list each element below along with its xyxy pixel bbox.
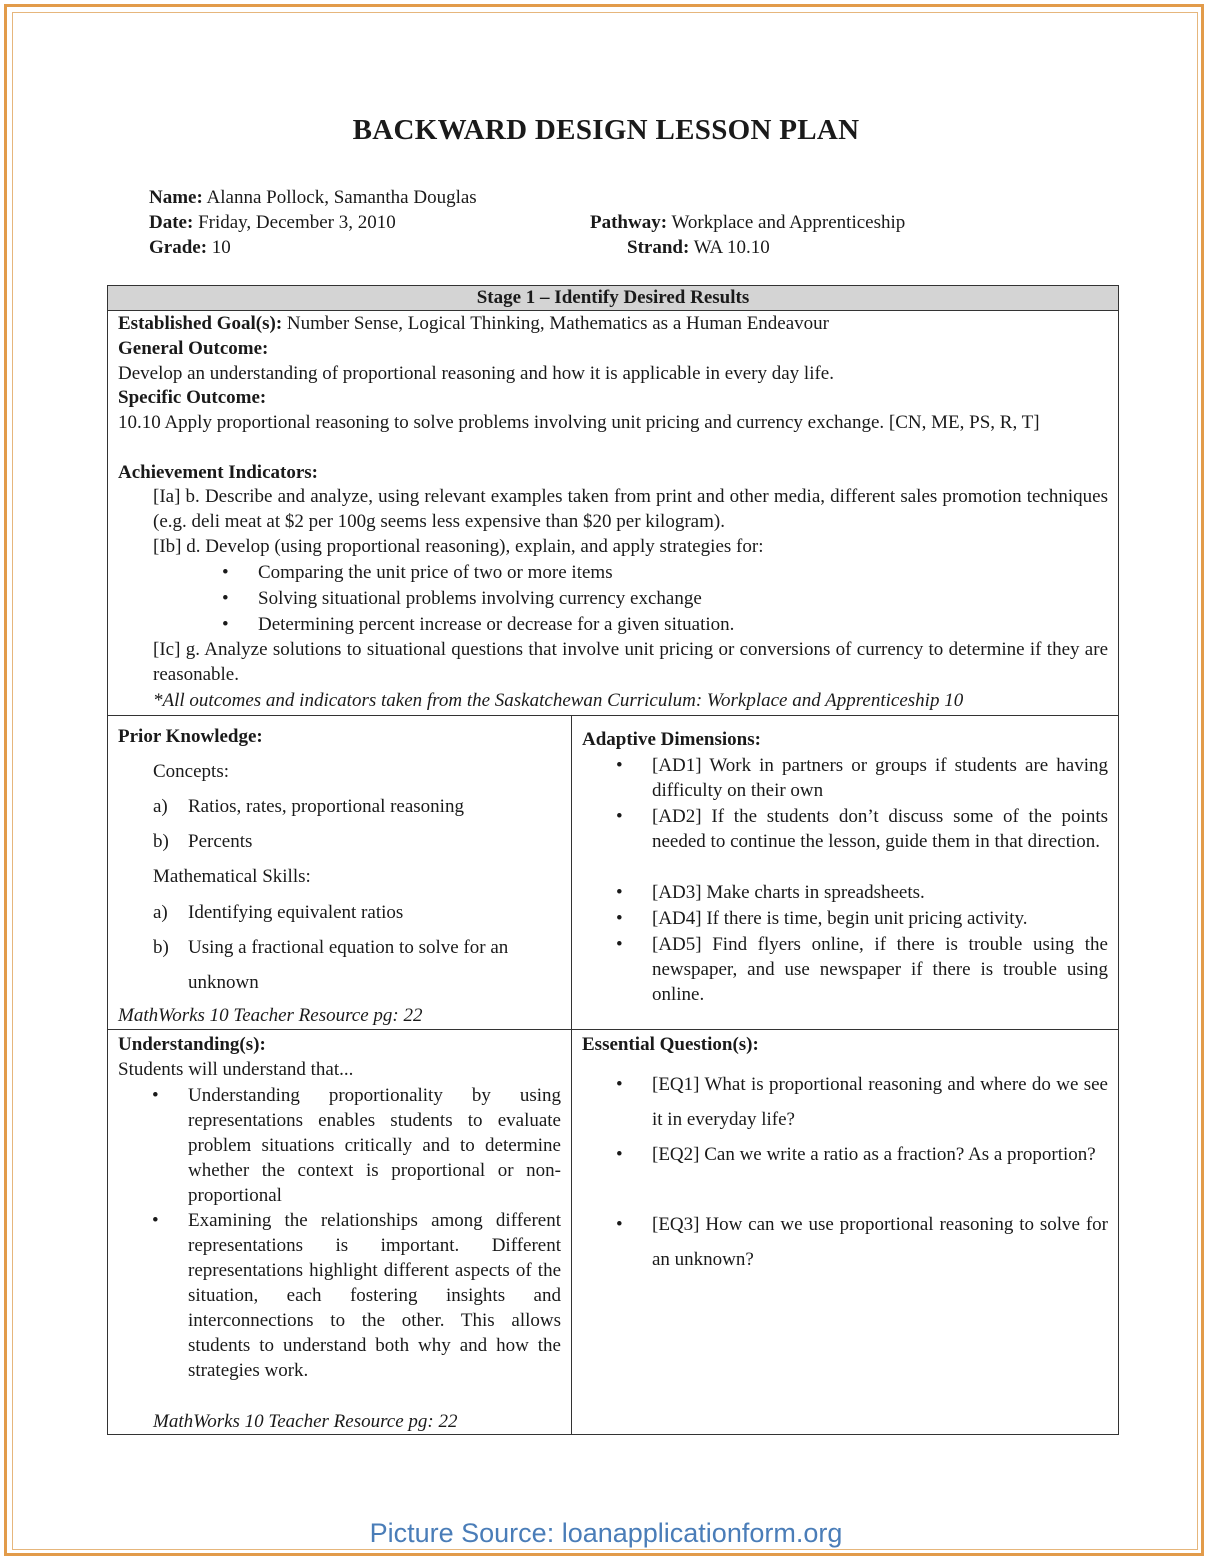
date-line (149, 210, 396, 235)
concept-1-text: Ratios, rates, proportional reasoning (188, 796, 464, 817)
bullet-icon: • (152, 1210, 159, 1231)
understanding-item-1: Understanding proportionality by using representations enables students to evaluate problem situations critically and to determine whether the context is proportional or non-proportional (188, 1085, 561, 1206)
indicator-ib-item-2: Solving situational problems involving currency exchange (258, 588, 702, 609)
adaptive-item-3: [AD3] Make charts in spreadsheets. (652, 882, 925, 903)
achievement-indicators-label: Achievement Indicators: (118, 462, 318, 483)
pathway-value: Workplace and Apprenticeship (671, 212, 906, 233)
list-item (153, 829, 253, 854)
bullet-icon: • (616, 908, 623, 929)
specific-outcome-text: 10.10 Apply proportional reasoning to solve problems involving unit pricing and currency exchange. [CN, ME, PS, R, T] (118, 412, 1040, 433)
pathway-label: Pathway: (590, 212, 668, 233)
list-item (616, 1207, 1108, 1277)
table-divider (108, 715, 1118, 716)
understanding-resource: MathWorks 10 Teacher Resource pg: 22 (153, 1411, 458, 1432)
source-note: *All outcomes and indicators taken from the Saskatchewan Curriculum: Workplace and Apprenticeship 10 (153, 690, 964, 711)
list-item (616, 804, 1108, 854)
bullet-icon: • (616, 806, 623, 827)
understandings-intro: Students will understand that... (118, 1059, 354, 1080)
table-divider (108, 1029, 1118, 1030)
adaptive-item-1: [AD1] Work in partners or groups if students are having difficulty on their own (652, 755, 1108, 801)
list-item (153, 935, 509, 960)
list-item (616, 932, 1108, 1007)
pathway-line (590, 210, 905, 235)
name-label: Name: (149, 187, 203, 208)
grade-label: Grade: (149, 237, 208, 258)
date-label: Date: (149, 212, 194, 233)
grade-value: 10 (211, 237, 231, 258)
list-item (616, 1067, 1108, 1137)
list-item (152, 1083, 561, 1208)
general-outcome-text: Develop an understanding of proportional reasoning and how it is applicable in every day life. (118, 363, 834, 384)
grade-line (149, 235, 231, 260)
skill-2-text-continued: unknown (188, 972, 259, 993)
understandings-label: Understanding(s): (118, 1034, 266, 1055)
adaptive-item-4: [AD4] If there is time, begin unit pricing activity. (652, 908, 1028, 929)
date-value: Friday, December 3, 2010 (198, 212, 396, 233)
concepts-label: Concepts: (153, 761, 229, 782)
goals-value: Number Sense, Logical Thinking, Mathematics as a Human Endeavour (286, 313, 829, 334)
stage1-heading: Stage 1 – Identify Desired Results (108, 286, 1118, 311)
essential-question-3: [EQ3] How can we use proportional reasoning to solve for an unknown? (652, 1214, 1108, 1270)
list-item (616, 1137, 1108, 1172)
goals-label: Established Goal(s): (118, 313, 283, 334)
specific-outcome-label: Specific Outcome: (118, 387, 267, 408)
picture-source-watermark: Picture Source: loanapplicationform.org (369, 1518, 843, 1548)
concept-2-text: Percents (188, 831, 253, 852)
bullet-icon: • (222, 588, 229, 609)
bullet-icon: • (616, 882, 623, 903)
adaptive-item-5: [AD5] Find flyers online, if there is trouble using the newspaper, and use newspaper if there is trouble using online. (652, 934, 1108, 1005)
list-item (153, 900, 404, 925)
skill-2-marker: b) (153, 937, 169, 958)
list-item (222, 612, 1098, 637)
skill-1-marker: a) (153, 902, 168, 923)
concept-1-marker: a) (153, 796, 168, 817)
indicator-ib-item-1: Comparing the unit price of two or more items (258, 562, 613, 583)
indicator-ib: [Ib] d. Develop (using proportional reasoning), explain, and apply strategies for: (153, 536, 764, 557)
essential-question-2: [EQ2] Can we write a ratio as a fraction? As a proportion? (652, 1144, 1096, 1165)
prior-knowledge-label: Prior Knowledge: (118, 726, 263, 747)
bullet-icon: • (616, 1074, 623, 1095)
indicator-ic: [Ic] g. Analyze solutions to situational questions that involve unit pricing or conversions of currency to determine if they are reasonable. (153, 639, 1108, 685)
name-value: Alanna Pollock, Samantha Douglas (206, 187, 477, 208)
skill-1-text: Identifying equivalent ratios (188, 902, 404, 923)
list-item (222, 586, 1098, 611)
name-line (149, 185, 477, 210)
list-item (153, 794, 464, 819)
established-goals (118, 311, 1108, 336)
general-outcome-label: General Outcome: (118, 338, 269, 359)
strand-value: WA 10.10 (693, 237, 770, 258)
skills-label: Mathematical Skills: (153, 866, 311, 887)
concept-2-marker: b) (153, 831, 169, 852)
list-item (152, 1208, 561, 1383)
list-item (616, 753, 1108, 803)
bullet-icon: • (616, 1144, 623, 1165)
column-divider (571, 715, 572, 1435)
list-item (222, 560, 1098, 585)
bullet-icon: • (222, 614, 229, 635)
bullet-icon: • (616, 934, 623, 955)
indicator-ia: [Ia] b. Describe and analyze, using relevant examples taken from print and other media, different sales promotion techniques (e.g. deli meat at $2 per 100g seems less expensive than $20 per kilogram). (153, 486, 1108, 532)
skill-2-text: Using a fractional equation to solve for an (188, 937, 509, 958)
essential-questions-label: Essential Question(s): (582, 1034, 759, 1055)
indicator-ib-item-3: Determining percent increase or decrease for a given situation. (258, 614, 735, 635)
adaptive-item-2: [AD2] If the students don’t discuss some of the points needed to continue the lesson, guide them in that direction. (652, 806, 1108, 852)
bullet-icon: • (152, 1085, 159, 1106)
adaptive-dimensions-label: Adaptive Dimensions: (582, 729, 761, 750)
page-title: BACKWARD DESIGN LESSON PLAN (352, 114, 860, 146)
list-item (616, 906, 1108, 931)
prior-resource: MathWorks 10 Teacher Resource pg: 22 (118, 1005, 423, 1026)
essential-question-1: [EQ1] What is proportional reasoning and where do we see it in everyday life? (652, 1074, 1108, 1130)
bullet-icon: • (616, 1214, 623, 1235)
bullet-icon: • (616, 755, 623, 776)
understanding-item-2: Examining the relationships among different representations is important. Different representations highlight different aspects of the situation, each fostering insights and interconnections to the other. This allows students to understand both why and how the strategies work. (188, 1210, 561, 1381)
list-item (616, 880, 1108, 905)
strand-label: Strand: (627, 237, 690, 258)
bullet-icon: • (222, 562, 229, 583)
strand-line (627, 235, 770, 260)
lesson-plan-table (107, 285, 1119, 1435)
